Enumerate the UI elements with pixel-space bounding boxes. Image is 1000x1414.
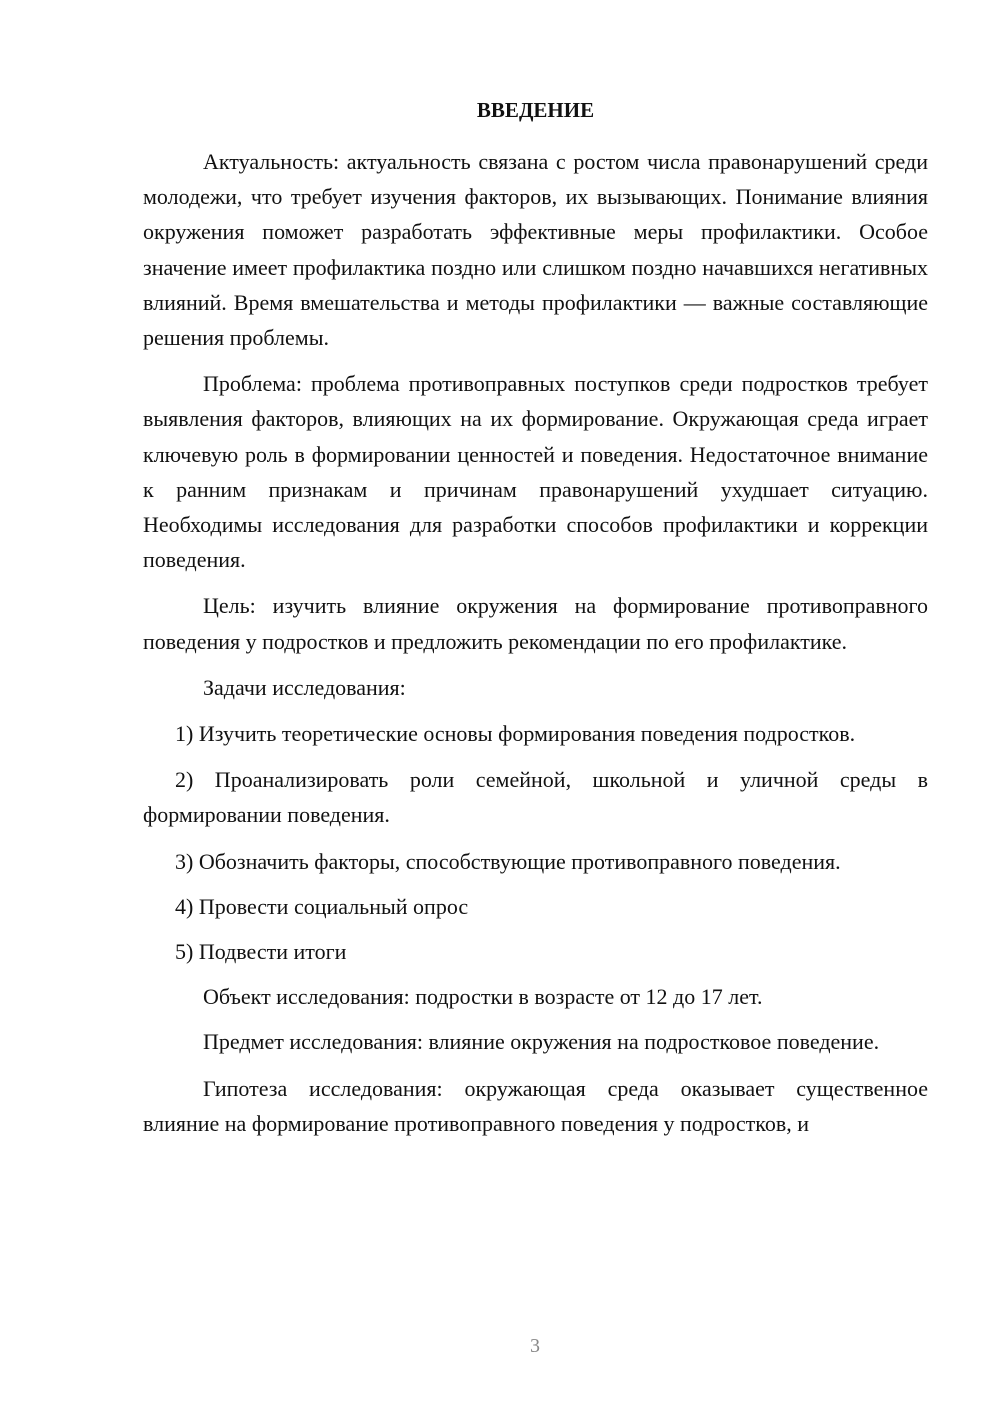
- goal-paragraph: Цель: изучить влияние окружения на формирование противоправного поведения у подростков и предложить рекомендации по его профилактике.: [143, 593, 928, 654]
- relevance-paragraph: Актуальность: актуальность связана с ростом числа правонарушений среди молодежи, что требует изучения факторов, их вызывающих. Понимание влияния окружения поможет разработать эффективные меры профилактики. Особое значение имеет профилактика поздно или слишком поздно начавшихся негативных влияний. Время вмешательства и методы профилактики — важные составляющие решения проблемы.: [143, 149, 928, 351]
- subject-paragraph: Предмет исследования: влияние окружения на подростковое поведение.: [203, 1029, 880, 1055]
- document-page: [143, 93, 928, 1141]
- hypothesis-paragraph: Гипотеза исследования: окружающая среда оказывает существенное влияние на формирование противоправного поведения у подростков, и: [143, 1075, 928, 1136]
- task-item-5: 5) Подвести итоги: [175, 939, 347, 965]
- task-item-3: 3) Обозначить факторы, способствующие противоправного поведения.: [175, 848, 841, 874]
- object-paragraph: Объект исследования: подростки в возрасте от 12 до 17 лет.: [203, 984, 763, 1010]
- section-title: ВВЕДЕНИЕ: [476, 98, 595, 122]
- task-item-4: 4) Провести социальный опрос: [175, 893, 469, 919]
- problem-paragraph: Проблема: проблема противоправных поступков среди подростков требует выявления факторов, влияющих на их формирование. Окружающая среда играет ключевую роль в формировании ценностей и поведения. Недостаточное внимание к ранним признакам и причинам правонарушений ухудшает ситуацию. Необходимы исследования для разработки способов профилактики и коррекции поведения.: [143, 371, 928, 573]
- tasks-heading: Задачи исследования:: [203, 674, 406, 700]
- task-item-1: 1) Изучить теоретические основы формирования поведения подростков.: [175, 721, 856, 747]
- page-number: 3: [530, 1335, 540, 1357]
- task-item-2: 2) Проанализировать роли семейной, школьной и уличной среды в формировании поведения.: [143, 767, 928, 828]
